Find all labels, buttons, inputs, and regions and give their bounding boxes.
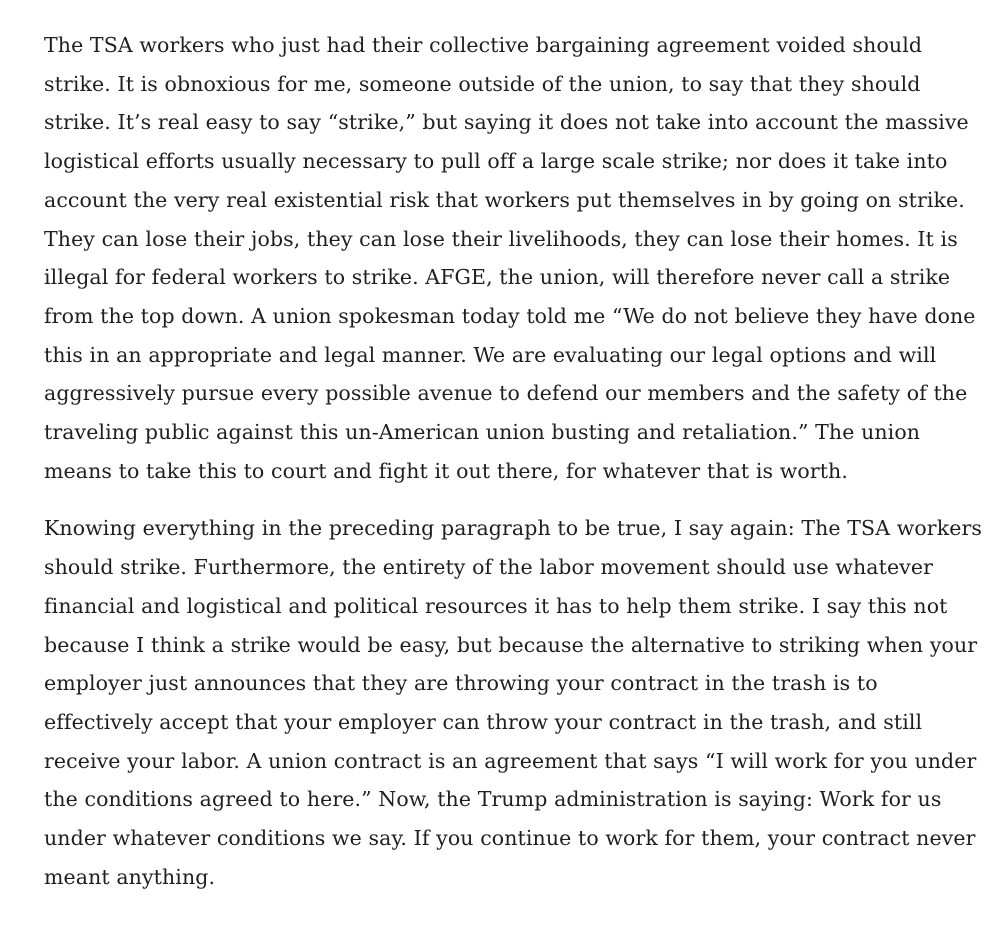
paragraph-1: The TSA workers who just had their collective bargaining agreement voided should strike. It is obnoxious for me, someone outside of the union, to say that they should strike. It’s real easy to say “strike,” but saying it does not take into account the massive logistical efforts usually necessary to pull off a large scale strike; nor does it take into account the very real existential risk that workers put themselves in by going on strike. They can lose their jobs, they can lose their livelihoods, they can lose their homes. It is illegal for federal workers to strike. AFGE, the union, will therefore never call a strike from the top down. A union spokesman today told me “We do not believe they have done this in an appropriate and legal manner. We are evaluating our legal options and will aggressively pursue every possible avenue to defend our members and the safety of the traveling public against this un-American union busting and retaliation.” The union means to take this to court and fight it out there, for whatever that is worth. (44, 33, 976, 483)
paragraph-2: Knowing everything in the preceding paragraph to be true, I say again: The TSA workers should strike. Furthermore, the entirety of the labor movement should use whatever financial and logistical and political resources it has to help them strike. I say this not because I think a strike would be easy, but because the alternative to striking when your employer just announces that they are throwing your contract in the trash is to effectively accept that your employer can throw your contract in the trash, and still receive your labor. A union contract is an agreement that says “I will work for you under the conditions agreed to here.” Now, the Trump administration is saying: Work for us under whatever conditions we say. If you continue to work for them, your contract never meant anything. (44, 516, 982, 889)
article-body (44, 26, 984, 896)
